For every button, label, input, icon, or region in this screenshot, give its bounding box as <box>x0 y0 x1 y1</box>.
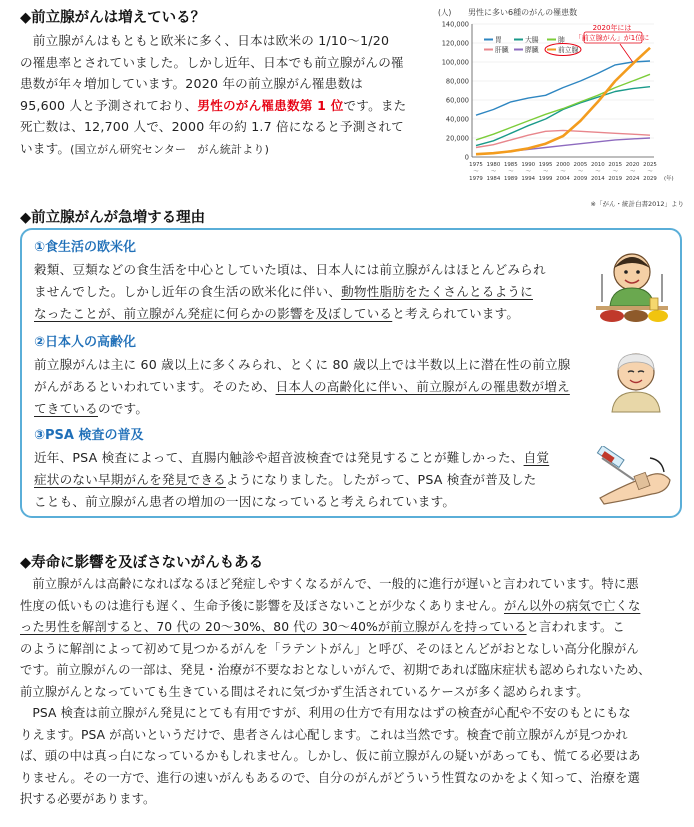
reason-title: ③PSA 検査の普及 <box>34 428 144 443</box>
text-line: 死亡数は、12,700 人で、2000 年の約 1.7 倍になると予測されて <box>20 119 404 134</box>
section-text-latent <box>20 574 690 811</box>
text-line: ませんでした。しかし近年の食生活の欧米化に伴い、動物性脂肪をたくさんとるように <box>34 283 533 299</box>
x-tick-label: 1995 <box>538 162 553 168</box>
x-tick-label: 1980 <box>486 162 501 168</box>
section-heading-increase: ◆前立腺がんは増えている？ <box>20 10 206 26</box>
text-line: 性度の低いものは進行も遅く、生命予後に影響を及ぼさないことが少なくありません。がん以外の病気で亡くな <box>20 598 641 613</box>
y-tick-label: 140,000 <box>441 20 469 29</box>
source-citation: (国立がん研究センター がん統計より) <box>70 142 270 156</box>
reason-psa <box>34 424 594 512</box>
x-tick-label: 2025 <box>643 162 657 168</box>
text-line: りません。その一方で、進行の速いがんもあるので、自分のがんがどういう性質なのかをよく知って、治療を選 <box>20 770 640 785</box>
y-tick-label: 40,000 <box>445 115 469 124</box>
section-heading-reasons: ◆前立腺がんが急増する理由 <box>20 210 206 226</box>
text-line: 前立腺がんは高齢になればなるほど発症しやすくなるがんで、一般的に進行が遅いと言われています。特に悪 <box>20 577 639 591</box>
text-line: のように解剖によって初めて見つかるがんを「ラテントがん」と呼び、そのほとんどがおとなしい高分化腺がん <box>20 641 639 656</box>
elderly-man-illustration <box>604 346 668 414</box>
reason-title: ①食生活の欧米化 <box>34 240 137 255</box>
legend-label: 膵臓 <box>525 46 539 54</box>
chart-source-note: ※「がん・統計白書2012」より <box>590 200 684 208</box>
x-tick-label-end: 1979 <box>469 176 483 182</box>
x-tick-separator: 〜 <box>508 169 514 175</box>
x-tick-separator: 〜 <box>577 169 584 175</box>
x-axis-unit: (年) <box>664 176 674 182</box>
eating-man-illustration <box>592 244 672 328</box>
x-tick-separator: 〜 <box>473 169 479 175</box>
y-tick-label: 0 <box>464 153 469 162</box>
x-tick-label-end: 2019 <box>608 176 623 182</box>
x-tick-label-end: 2004 <box>556 176 570 182</box>
annotation-text: 「前立腺がん」が1位に <box>574 34 650 42</box>
x-tick-label: 2005 <box>573 162 588 168</box>
y-tick-label: 100,000 <box>441 58 469 67</box>
y-axis-unit: (人) <box>438 8 452 17</box>
text-line: の罹患率とされていました。しかし近年、日本でも前立腺がんの罹 <box>20 54 404 70</box>
x-tick-label-end: 2014 <box>590 176 605 182</box>
chart-title: 男性に多い6種のがんの罹患数 <box>468 8 578 17</box>
x-tick-label: 2000 <box>556 162 570 168</box>
text-line: 症状のない早期がんを発見できるようになりました。したがって、PSA 検査が普及した <box>34 471 537 487</box>
x-tick-separator: 〜 <box>629 169 636 175</box>
text-line: った男性を解剖すると、70 代の 20〜30%、80 代の 30〜40%が前立腺がんを持っていると言われます。こ <box>20 620 625 634</box>
text-line: 穀類、豆類などの食生活を中心としていた頃は、日本人には前立腺がんはほとんどみられ <box>34 262 546 277</box>
text-line: 前立腺がんとなっていても生きている間はそれに気づかず生活されているケースが多く認められます。 <box>20 684 589 699</box>
reason-title: ②日本人の高齢化 <box>34 335 137 350</box>
x-tick-separator: 〜 <box>612 169 618 175</box>
text-line: 前立腺がんはもともと欧米に多く、日本は欧米の 1/10〜1/20 <box>20 33 390 48</box>
x-tick-label-end: 1989 <box>503 176 518 182</box>
legend-label: 前立腺 <box>558 46 579 54</box>
text-line: がんがあるといわれています。そのため、日本人の高齢化に伴い、前立腺がんの罹患数が増え <box>34 378 570 394</box>
text-line: てきているのです。 <box>34 400 149 416</box>
x-tick-label-end: 1999 <box>538 176 553 182</box>
x-tick-label: 1985 <box>503 162 518 168</box>
x-tick-label: 1975 <box>469 162 483 168</box>
x-tick-separator: 〜 <box>525 169 531 175</box>
legend-label: 大腸 <box>525 36 539 44</box>
x-tick-label: 2015 <box>608 162 623 168</box>
y-tick-label: 60,000 <box>445 96 469 105</box>
text-line: 前立腺がんは主に 60 歳以上に多くみられ、とくに 80 歳以上では半数以上に潜在性の前立腺 <box>34 357 571 372</box>
text-line: なったことが、前立腺がん発症に何らかの影響を及ぼしていると考えられています。 <box>34 305 520 321</box>
x-tick-separator: 〜 <box>490 169 497 175</box>
x-tick-separator: 〜 <box>647 169 653 175</box>
x-tick-label: 1990 <box>521 162 536 168</box>
x-tick-separator: 〜 <box>595 169 601 175</box>
text-line: PSA 検査は前立腺がん発見にとても有用ですが、利用の仕方で有用なはずの検査が心配や不安のもとにもな <box>20 706 631 720</box>
text-line: 択する必要があります。 <box>20 792 156 806</box>
y-tick-label: 20,000 <box>445 134 469 143</box>
text-line: です。前立腺がんの一部は、発見・治療が不要なおとなしいがんで、初期であれば臨床症状も認められないため、 <box>20 663 651 677</box>
section-heading-latent: ◆寿命に影響を及ぼさないがんもある <box>20 555 264 571</box>
annotation-arrow <box>620 44 633 62</box>
text-line: りえます。PSA が高いというだけで、患者さんは心配します。これは当然です。検査で前立腺がんが見つかれ <box>20 727 628 742</box>
section-text-increase <box>20 30 430 160</box>
x-tick-label-end: 2009 <box>573 176 588 182</box>
x-tick-label-end: 2024 <box>625 176 640 182</box>
text-line: ば、頭の中は真っ白になっているかもしれません。しかし、仮に前立腺がんの疑いがあっても、慌てる必要はあ <box>20 749 641 763</box>
legend-label: 肺 <box>558 36 565 44</box>
text-line: います。(国立がん研究センター がん統計より) <box>20 140 270 156</box>
legend-label: 肝臓 <box>495 46 509 54</box>
x-tick-label: 2010 <box>590 162 605 168</box>
legend-label: 胃 <box>495 36 502 44</box>
reason-diet <box>34 236 594 324</box>
text-line: 患数が年々増加しています。2020 年の前立腺がん罹患数は <box>20 76 364 91</box>
x-tick-label-end: 1994 <box>521 176 536 182</box>
highlight-rank-first: 男性のがん罹患数第 1 位 <box>197 97 344 113</box>
reason-aging <box>34 331 594 419</box>
x-tick-separator: 〜 <box>560 169 566 175</box>
text-line: 近年、PSA 検査によって、直腸内触診や超音波検査では発見することが難しかった、自覚 <box>34 450 550 465</box>
y-tick-label: 80,000 <box>445 77 469 86</box>
text-line: 95,600 人と予測されており、男性のがん罹患数第 1 位です。また <box>20 97 407 113</box>
cancer-incidence-line-chart <box>432 2 690 212</box>
y-tick-label: 120,000 <box>441 39 469 48</box>
x-tick-label-end: 1984 <box>486 176 501 182</box>
blood-test-illustration <box>592 446 676 506</box>
annotation-text: 2020年には <box>592 24 632 32</box>
x-tick-separator: 〜 <box>542 169 549 175</box>
series-line-胃 <box>476 61 650 115</box>
x-tick-label-end: 2029 <box>643 176 657 182</box>
x-tick-label: 2020 <box>625 162 640 168</box>
text-line: ことも、前立腺がん患者の増加の一因になっていると考えられています。 <box>34 493 456 509</box>
